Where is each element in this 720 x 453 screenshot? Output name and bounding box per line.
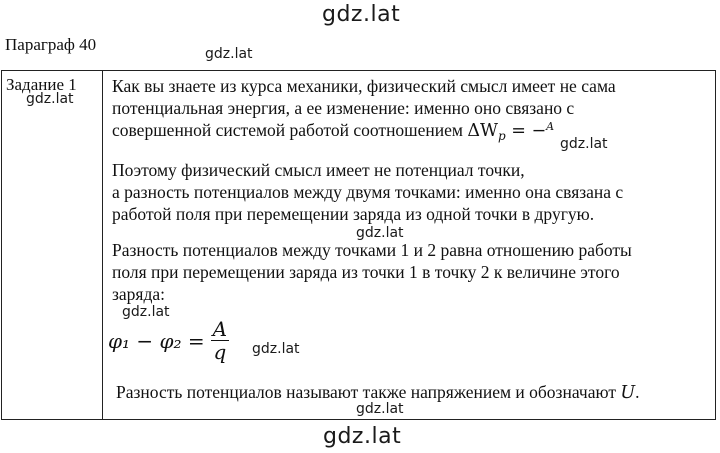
watermark: gdz.lat	[252, 341, 300, 357]
watermark: gdz.lat	[560, 136, 608, 152]
text-line: Поэтому физический смысл имеет не потенциал точки,	[112, 160, 525, 180]
inline-formula	[467, 121, 554, 141]
watermark: gdz.lat	[26, 91, 74, 107]
watermark: gdz.lat	[122, 304, 170, 320]
watermark: gdz.lat	[323, 424, 402, 449]
formula-subscript: p	[498, 129, 506, 143]
column-divider	[102, 71, 103, 419]
formula-lhs: ΔW	[467, 121, 498, 141]
fraction-denominator: q	[213, 340, 227, 364]
text-line: потенциальная энергия, а ее изменение: именно оно связано с	[112, 98, 575, 118]
watermark: gdz.lat	[322, 2, 401, 27]
task-label: Задание 1	[6, 75, 77, 94]
potential-difference-formula	[108, 318, 229, 363]
fraction-numerator: A	[212, 317, 228, 341]
text-line	[112, 120, 554, 141]
text-line: поля при перемещении заряда из точки 1 в точку 2 к величине этого	[112, 262, 620, 282]
text-line-part: Разность потенциалов называют также напряжением и обозначают	[116, 382, 616, 402]
watermark: gdz.lat	[205, 46, 253, 62]
text-line	[116, 382, 639, 403]
text-line: Разность потенциалов между точками 1 и 2 равна отношению работы	[112, 240, 632, 260]
watermark: gdz.lat	[356, 401, 404, 417]
formula-var: A	[546, 120, 555, 133]
text-line: а разность потенциалов между двумя точками: именно она связана с	[112, 182, 624, 202]
text-line: работой поля при перемещении заряда из одной точки в другую.	[112, 204, 595, 224]
text-line: заряда:	[112, 284, 166, 304]
section-title: Параграф 40	[5, 35, 97, 54]
formula-lhs: φ₁ − φ₂ =	[108, 328, 205, 353]
text-line-part: совершенной системой работой соотношением	[112, 120, 463, 140]
period: .	[635, 382, 640, 402]
voltage-symbol: U	[620, 383, 636, 403]
text-line: Как вы знаете из курса механики, физический смысл имеет не сама	[112, 76, 616, 96]
watermark: gdz.lat	[356, 225, 404, 241]
fraction	[211, 318, 229, 363]
formula-rhs: = −	[511, 121, 547, 141]
